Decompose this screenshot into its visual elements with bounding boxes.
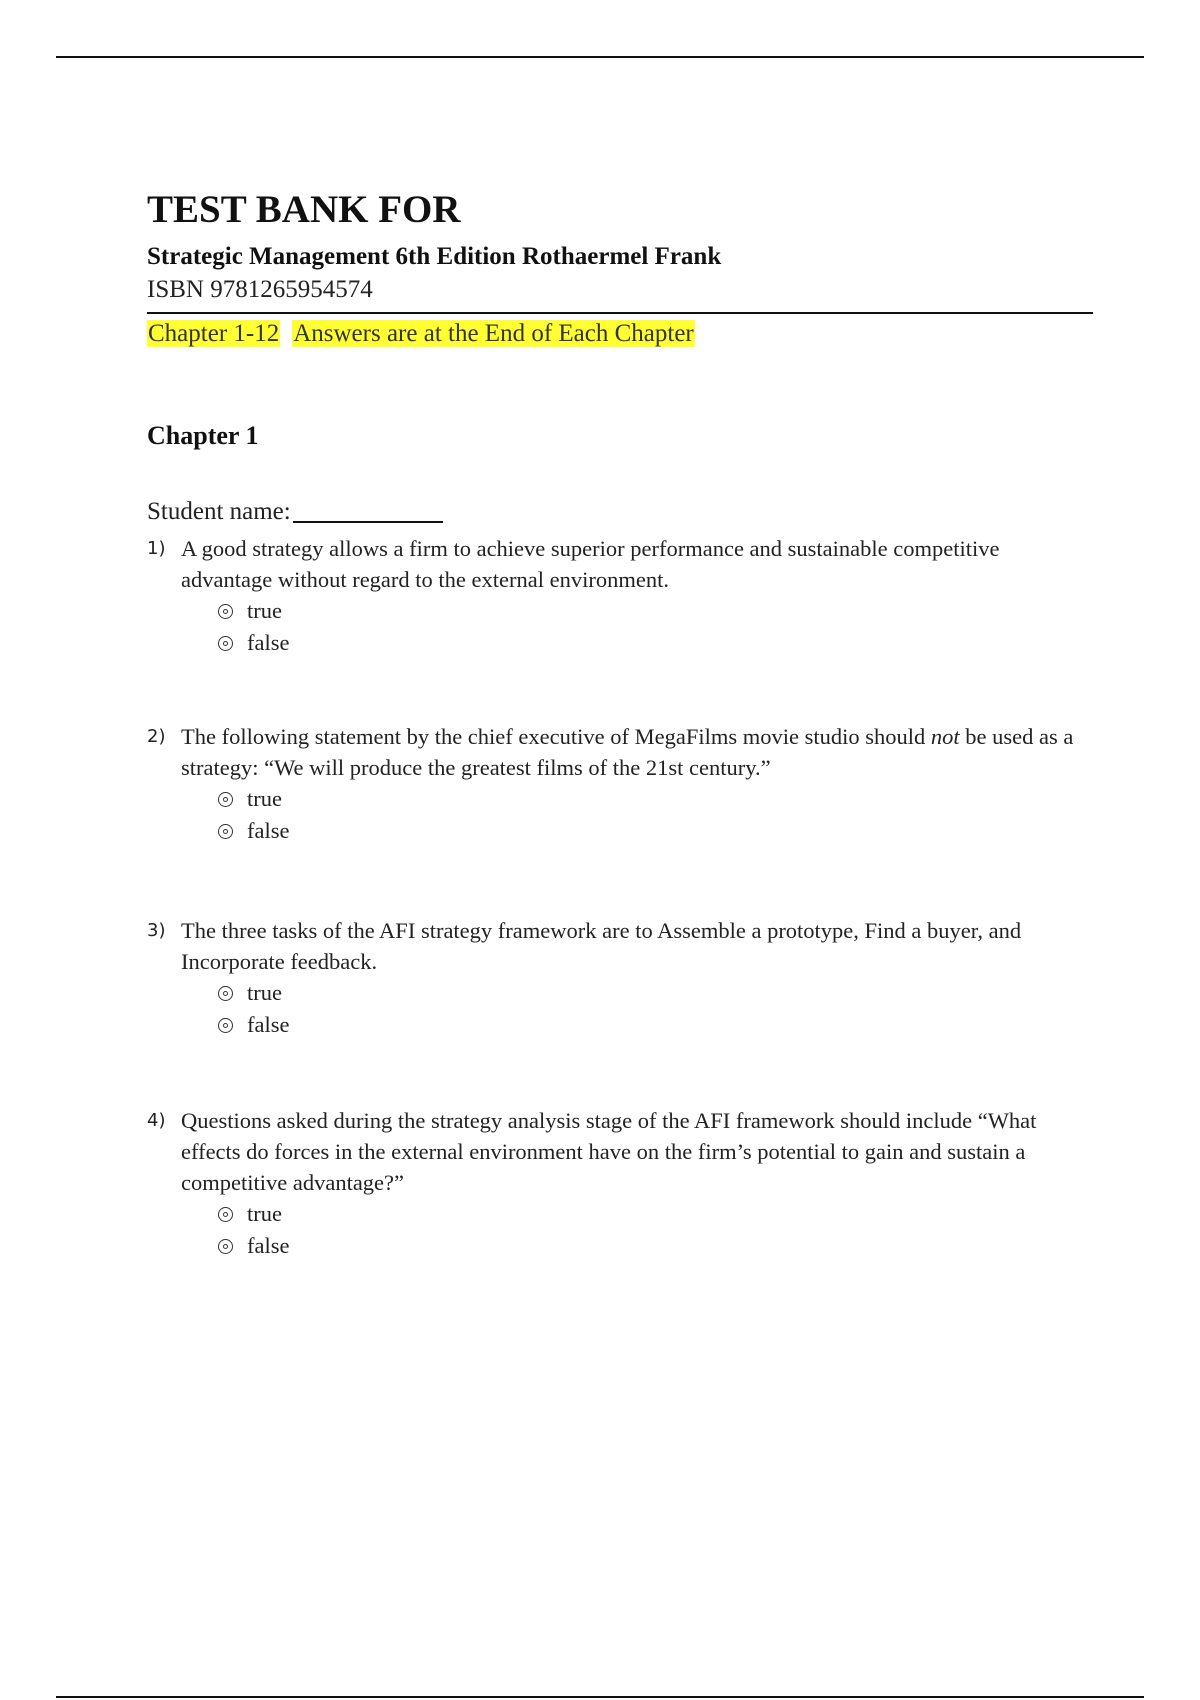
highlight-banner (147, 319, 1093, 349)
isbn-line: ISBN 9781265954574 (147, 276, 373, 303)
option-false[interactable] (218, 1009, 1093, 1041)
student-name-label: Student name: (147, 498, 291, 525)
document-page (147, 188, 1093, 1262)
chapter-range-highlight: Chapter 1-12 (148, 320, 280, 347)
question-text: A good strategy allows a firm to achieve superior performance and sustainable competitive advantage without regard to the external environment. (181, 536, 1000, 592)
question-text-part: be used as a strategy: “We will produce the greatest films of the 21st century.” (181, 724, 1074, 780)
option-true[interactable] (218, 595, 1093, 627)
question-text: The three tasks of the AFI strategy framework are to Assemble a prototype, Find a buyer, and Incorporate feedback. (181, 918, 1022, 974)
option-false[interactable] (218, 627, 1093, 659)
question-1 (147, 533, 1093, 659)
chapter-heading: Chapter 1 (147, 421, 259, 450)
question-text-emphasis: not (930, 724, 960, 749)
top-rule (56, 56, 1144, 58)
option-label: true (247, 980, 282, 1005)
answer-options (218, 783, 1093, 847)
option-true[interactable] (218, 1198, 1093, 1230)
question-number: 1) (147, 538, 166, 559)
option-label: false (247, 1233, 290, 1258)
answers-note-highlight: Answers are at the End of Each Chapter (293, 320, 694, 347)
header-divider (147, 312, 1093, 314)
question-number: 4) (147, 1110, 166, 1131)
question-number: 2) (147, 726, 166, 747)
radio-icon[interactable] (218, 1239, 233, 1254)
question-2 (147, 721, 1093, 847)
radio-icon[interactable] (218, 604, 233, 619)
question-3 (147, 915, 1093, 1041)
option-label: true (247, 1201, 282, 1226)
radio-icon[interactable] (218, 1207, 233, 1222)
option-label: false (247, 1012, 290, 1037)
answer-options (218, 1198, 1093, 1262)
answer-options (218, 977, 1093, 1041)
option-false[interactable] (218, 815, 1093, 847)
radio-icon[interactable] (218, 636, 233, 651)
document-title: TEST BANK FOR (147, 188, 461, 231)
option-false[interactable] (218, 1230, 1093, 1262)
radio-icon[interactable] (218, 986, 233, 1001)
bottom-rule (56, 1696, 1144, 1698)
radio-icon[interactable] (218, 792, 233, 807)
option-label: true (247, 598, 282, 623)
question-4 (147, 1105, 1093, 1262)
question-text: Questions asked during the strategy analysis stage of the AFI framework should include “What effects do forces in the external environment have on the firm’s potential to gain and sustain a competitive advantage?” (181, 1108, 1037, 1195)
student-name-row (147, 497, 1093, 527)
student-name-blank[interactable] (293, 497, 443, 523)
question-text (181, 721, 1093, 783)
question-number: 3) (147, 920, 166, 941)
radio-icon[interactable] (218, 824, 233, 839)
question-text-part: The following statement by the chief executive of MegaFilms movie studio should (181, 724, 931, 749)
answer-options (218, 595, 1093, 659)
option-label: false (247, 630, 290, 655)
option-label: false (247, 818, 290, 843)
option-label: true (247, 786, 282, 811)
option-true[interactable] (218, 783, 1093, 815)
radio-icon[interactable] (218, 1018, 233, 1033)
book-title: Strategic Management 6th Edition Rothaermel Frank (147, 243, 722, 270)
option-true[interactable] (218, 977, 1093, 1009)
